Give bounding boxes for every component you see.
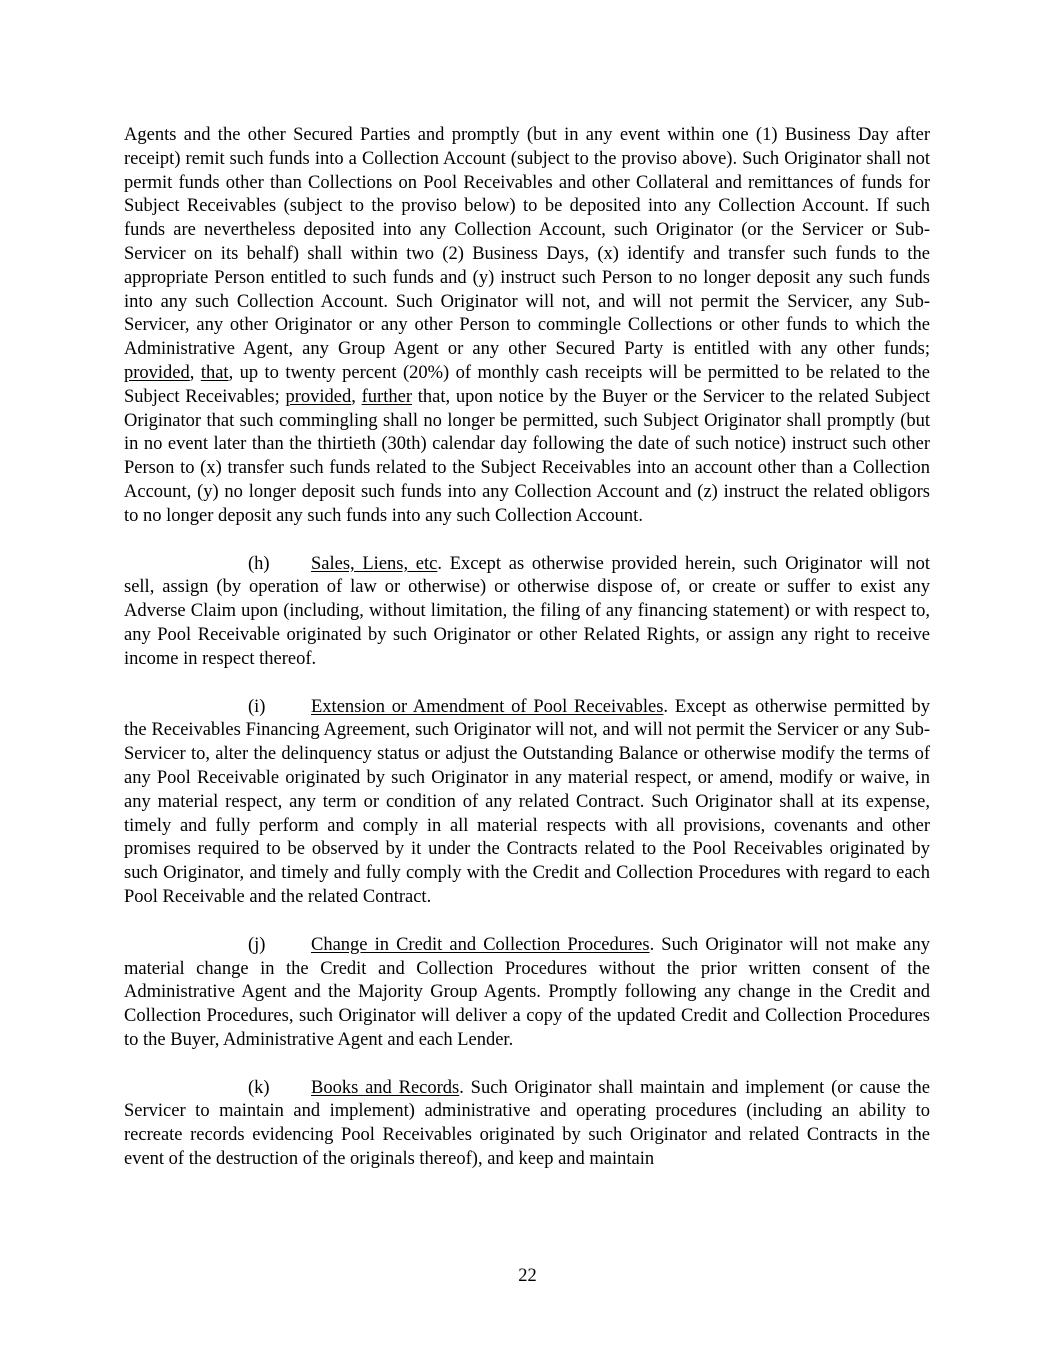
section-number: (j) — [248, 934, 266, 955]
section-i — [124, 696, 930, 910]
that-term: that — [200, 362, 229, 383]
section-number: (h) — [248, 553, 270, 574]
section-k — [124, 1077, 930, 1172]
continuation-paragraph — [124, 124, 930, 529]
further-term: further — [361, 386, 412, 407]
page-number: 22 — [518, 1266, 537, 1286]
section-heading: Change in Credit and Collection Procedures — [311, 934, 650, 955]
section-text: . Such Originator will not make any material change in the Credit and Collection Procedures without the prior written consent of the Administrative Agent and the Majority Group Agents. Promptly following any change in the Credit and Collection Procedures, such Originator will deliver a copy of the updated Credit and Collection Procedures to the Buyer, Administrative Agent and each Lender. — [124, 934, 930, 1050]
document-body — [124, 124, 930, 1172]
section-h — [124, 553, 930, 672]
section-number: (k) — [248, 1077, 270, 1098]
paragraph-text: , — [189, 362, 201, 383]
provided-term: provided — [124, 362, 190, 383]
provided-term: provided — [285, 386, 352, 407]
section-text: . Except as otherwise provided herein, such Originator will not sell, assign (by operation of law or otherwise) or otherwise dispose of, or create or suffer to exist any Adverse Claim upon (including, without limitation, the filing of any financing statement) or with respect to, any Pool Receivable originated by such Originator or other Related Rights, or assign any right to receive income in respect thereof. — [124, 553, 931, 669]
section-number: (i) — [248, 696, 266, 717]
section-j — [124, 934, 930, 1053]
paragraph-text: , — [351, 386, 362, 407]
section-text: . Such Originator shall maintain and implement (or cause the Servicer to maintain and implement) administrative and operating procedures (including an ability to recreate records evidencing Pool Receivables originated by such Originator and related Contracts in the event of the destruction of the originals thereof), and keep and maintain — [124, 1077, 930, 1170]
section-text: . Except as otherwise permitted by the Receivables Financing Agreement, such Originator will not, and will not permit the Servicer or any Sub-Servicer to, alter the delinquency status or adjust the Outstanding Balance or otherwise modify the terms of any Pool Receivable originated by such Originator in any material respect, or amend, modify or waive, in any material respect, any term or condition of any related Contract. Such Originator shall at its expense, timely and fully perform and comply in all material respects with all provisions, covenants and other promises required to be observed by it under the Contracts related to the Pool Receivables originated by such Originator, and timely and fully comply with the Credit and Collection Procedures with regard to each Pool Receivable and the related Contract. — [124, 696, 931, 907]
section-heading: Sales, Liens, etc — [311, 553, 438, 574]
section-heading: Extension or Amendment of Pool Receivables — [311, 696, 664, 717]
paragraph-text: Agents and the other Secured Parties and promptly (but in any event within one (1) Business Day after receipt) remit such funds into a Collection Account (subject to the proviso above). Such Originator shall not permit funds other than Collections on Pool Receivables and other Collateral and remittances of funds for Subject Receivables (subject to the proviso below) to be deposited into any Collection Account. If such funds are nevertheless deposited into any Collection Account, such Originator (or the Servicer or Sub-Servicer on its behalf) shall within two (2) Business Days, (x) identify and transfer such funds to the appropriate Person entitled to such funds and (y) instruct such Person to no longer deposit any such funds into any such Collection Account. Such Originator will not, and will not permit the Servicer, any Sub-Servicer, any other Originator or any other Person to commingle Collections or other funds to which the Administrative Agent, any Group Agent or any other Secured Party is entitled with any other funds; — [124, 125, 930, 360]
paragraph-text: , up to twenty percent (20%) of monthly cash receipts will be permitted to be related to the Subject Receivables; — [124, 362, 930, 407]
paragraph-text: that, upon notice by the Buyer or the Servicer to the related Subject Originator that such commingling shall no longer be permitted, such Subject Originator shall promptly (but in no event later than the thirtieth (30th) calendar day following the date of such notice) instruct such other Person to (x) transfer such funds related to the Subject Receivables into an account other than a Collection Account, (y) no longer deposit such funds into any Collection Account and (z) instruct the related obligors to no longer deposit any such funds into any such Collection Account. — [124, 386, 930, 526]
section-heading: Books and Records — [311, 1077, 460, 1098]
